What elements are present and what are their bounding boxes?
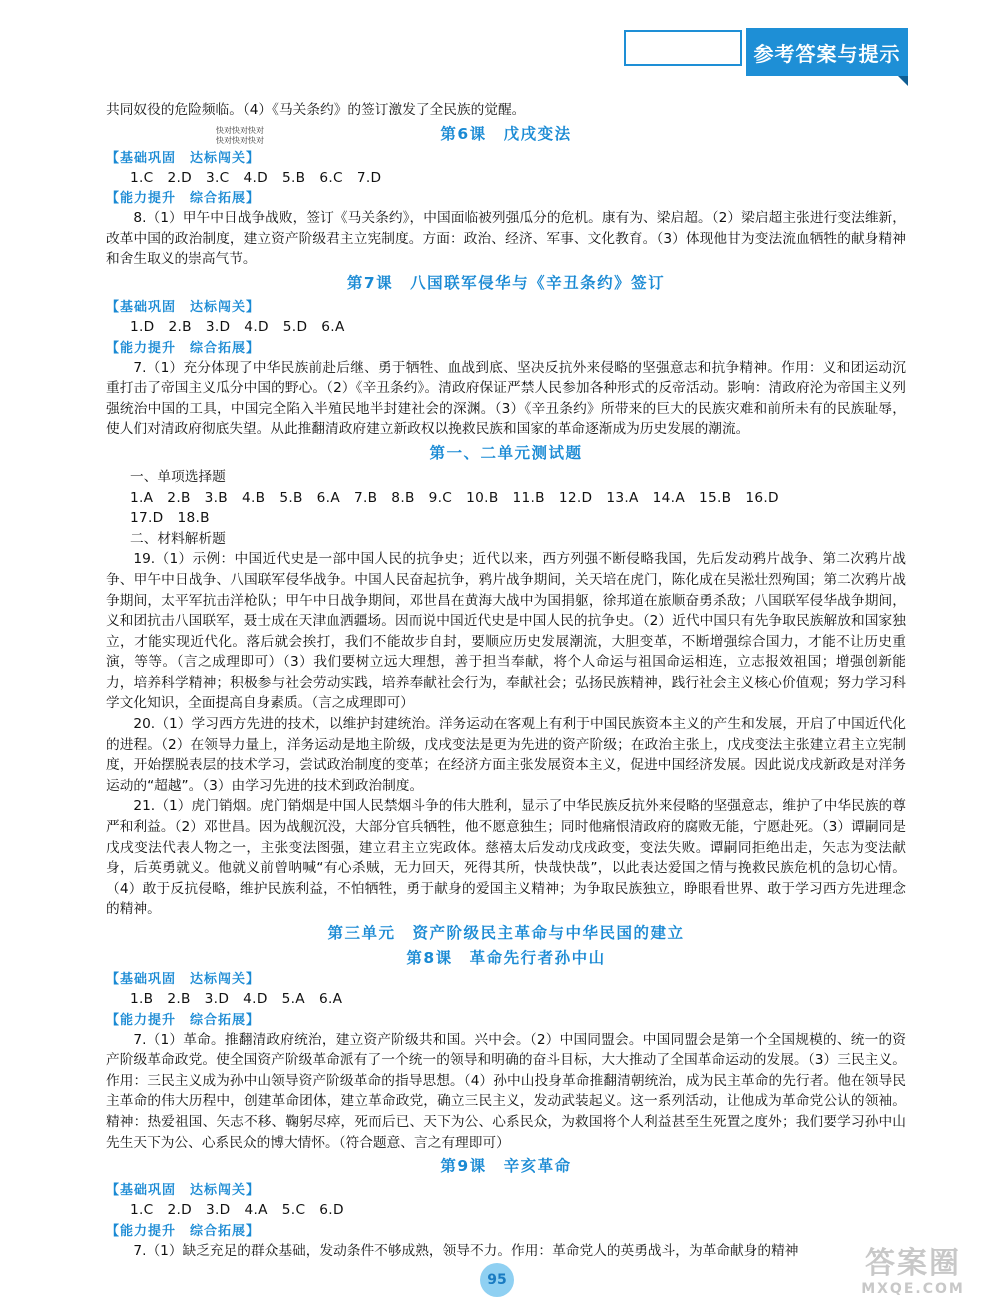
page-number-badge (480, 1263, 514, 1297)
lesson-9-title: 第9课 辛亥革命 (440, 1157, 572, 1176)
test-q19: 19.（1）示例：中国近代史是一部中国人民的抗争史；近代以来，西方列强不断侵略我国，先后发动鸦片战争、第二次鸦片战争、甲午中日战争、八国联军侵华战争。中国人民奋起抗争，鸦片战争期间，关天培在虎门，陈化成在吴淞壮烈殉国；第二次鸦片战争期间，太平军抗击洋枪队；甲午中日战争期间，邓世昌在黄海大战中为国捐躯，徐邦道在旅顺奋勇杀敌；八国联军侵华战争期间，义和团抗击八国联军，聂士成在天津血洒疆场。因而说中国近代史是中国人民的抗争史。（2）近代中国只有先争取民族解放和国家独立，才能实现近代化。落后就会挨打，我们不能故步自封，要顺应历史发展潮流，大胆变革，不断增强综合国力，才能不让历史重演，等等。（言之成理即可）（3）我们要树立远大理想，善于担当奉献，将个人命运与祖国命运相连，立志报效祖国；增强创新能力，培养科学精神；积极参与社会劳动实践，培养奉献社会行为，奉献社会；弘扬民族精神，践行社会主义核心价值观；努力学习科学文化知识，全面提高自身素质。（言之成理即可） (106, 551, 906, 712)
lesson-9-basic-tag: 【基础巩固 达标闯关】 (106, 1183, 261, 1199)
test-q20: 20.（1）学习西方先进的技术，以维护封建统治。洋务运动在客观上有利于中国民族资本主义的产生和发展，开启了中国近代化的进程。（2）在领导力量上，洋务运动是地主阶级，戊戌变法是更为先进的资产阶级；在政治主张上，戊戌变法主张建立君主立宪制度，开始摆脱表层的技术学习，尝试政治制度的变革；在经济方面主张发展资本主义，促进中国经济发展。因此说戊戌新政是对洋务运动的“超越”。（3）由学习先进的技术到政治制度。 (106, 716, 906, 794)
test-section-1: 一、单项选择题 (130, 468, 226, 485)
lesson-9-answers: 1.C 2.D 3.D 4.A 5.C 6.D (130, 1202, 344, 1219)
lesson-6-answers: 1.C 2.D 3.C 4.D 5.B 6.C 7.D (130, 169, 382, 186)
lesson-6-title: 第6课 戊戌变法 (440, 124, 572, 143)
lesson-8-ability-tag: 【能力提升 综合拓展】 (106, 1012, 261, 1028)
header-blank-box (624, 30, 742, 66)
lesson-8-title: 第8课 革命先行者孙中山 (406, 949, 606, 967)
lesson-6-q8: 8.（1）甲午中日战争战败，签订《马关条约》，中国面临被列强瓜分的危机。康有为、梁启超。（2）梁启超主张进行变法维新，改革中国的政治制度，建立资产阶级君主立宪制度。方面：政治、经济、军事、文化教育。（3）体现他甘为变法流血牺牲的献身精神和舍生取义的崇高气节。 (106, 210, 906, 268)
lesson-9-q7: 7.（1）缺乏充足的群众基础，发动条件不够成熟，领导不力。作用：革命党人的英勇战斗，为革命献身的精神 (133, 1242, 799, 1259)
watermark-line-2: MXQE.COM (861, 1281, 965, 1297)
lesson-7-q7: 7.（1）充分体现了中华民族前赴后继、勇于牺牲、血战到底、坚决反抗外来侵略的坚强意志和抗争精神。作用：义和团运动沉重打击了帝国主义瓜分中国的野心。（2）《辛丑条约》。清政府保证严禁人民参加各种形式的反帝活动。影响：清政府沦为帝国主义列强统治中国的工具，中国完全陷入半殖民地半封建社会的深渊。（3）《辛丑条约》所带来的巨大的民族灾难和前所未有的民族耻辱，使人们对清政府彻底失望。从此推翻清政府建立新政权以挽救民族和国家的革命逐渐成为历史发展的潮流。 (106, 359, 906, 438)
lesson-7-title: 第7课 八国联军侵华与《辛丑条约》签订 (346, 273, 666, 292)
lesson-6-basic-tag: 【基础巩固 达标闯关】 (106, 150, 261, 166)
stamp-line-1: 快对快对快对 (216, 126, 264, 135)
test-answers-line-2: 17.D 18.B (130, 510, 210, 527)
page-number: 95 (487, 1272, 507, 1288)
lesson-7-ability-tag: 【能力提升 综合拓展】 (106, 340, 261, 356)
test-unit-1-2-title: 第一、二单元测试题 (429, 443, 583, 462)
header-tab (746, 28, 908, 76)
lesson-7-answers: 1.D 2.B 3.D 4.D 5.D 6.A (130, 318, 345, 335)
stamp-line-2: 快对快对快对 (216, 136, 264, 145)
lesson-9-ability-tag: 【能力提升 综合拓展】 (106, 1223, 261, 1239)
watermark-line-1: 答案圈 (865, 1246, 961, 1281)
lesson-8-answers: 1.B 2.B 3.D 4.D 5.A 6.A (130, 991, 343, 1007)
lesson-8-basic-tag: 【基础巩固 达标闯关】 (106, 972, 261, 987)
watermark (838, 1248, 988, 1298)
lesson-8-q7: 7.（1）革命。推翻清政府统治，建立资产阶级共和国。兴中会。（2）中国同盟会。中国同盟会是第一个全国规模的、统一的资产阶级革命政党。使全国资产阶级革命派有了一个统一的领导和明确的奋斗目标，大大推动了全国革命运动的发展。（3）三民主义。作用：三民主义成为孙中山领导资产阶级革命的指导思想。（4）孙中山投身革命推翻清朝统治，成为民主革命的先行者。他在领导民主革命的伟大历程中，创建革命团体，建立革命政党，确立三民主义，发动武装起义。这一系列活动，让他成为革命党公认的领袖。精神：热爱祖国、矢志不移、鞠躬尽瘁，死而后已、天下为公、心系民众，为救国将个人利益甚至生死置之度外；我们要学习孙中山先生天下为公、心系民众的博大情怀。（符合题意、言之有理即可） (106, 1031, 906, 1151)
lesson-6-ability-tag: 【能力提升 综合拓展】 (106, 191, 261, 207)
unit-3-title: 第三单元 资产阶级民主革命与中华民国的建立 (327, 924, 685, 942)
header-tab-label: 参考答案与提示 (753, 41, 901, 66)
test-section-2: 二、材料解析题 (130, 530, 226, 547)
test-q21: 21.（1）虎门销烟。虎门销烟是中国人民禁烟斗争的伟大胜利，显示了中华民族反抗外来侵略的坚强意志，维护了中华民族的尊严和利益。（2）邓世昌。因为战舰沉没，大部分官兵牺牲，他不愿意独生；同时他痛恨清政府的腐败无能，宁愿赴死。（3）谭嗣同是戊戌变法代表人物之一，主张变法图强，建立君主立宪政体。慈禧太后发动戊戌政变，变法失败。谭嗣同拒绝出走，矢志为变法献身，后英勇就义。他就义前曾呐喊“有心杀贼，无力回天，死得其所，快哉快哉”，以此表达爱国之情与挽救民族危机的急切心情。（4）敢于反抗侵略，维护民族利益，不怕牺牲，勇于献身的爱国主义精神；为争取民族独立，睁眼看世界、敢于学习西方先进理念的精神。 (106, 798, 906, 918)
intro-text: 共同奴役的危险频临。（4）《马关条约》的签订激发了全民族的觉醒。 (106, 102, 526, 118)
document-body (106, 100, 906, 1261)
lesson-7-basic-tag: 【基础巩固 达标闯关】 (106, 299, 261, 315)
test-answers-line-1: 1.A 2.B 3.B 4.B 5.B 6.A 7.B 8.B 9.C 10.B 11.B 12.D 13.A 14.A 15.B 16.D (130, 489, 779, 506)
